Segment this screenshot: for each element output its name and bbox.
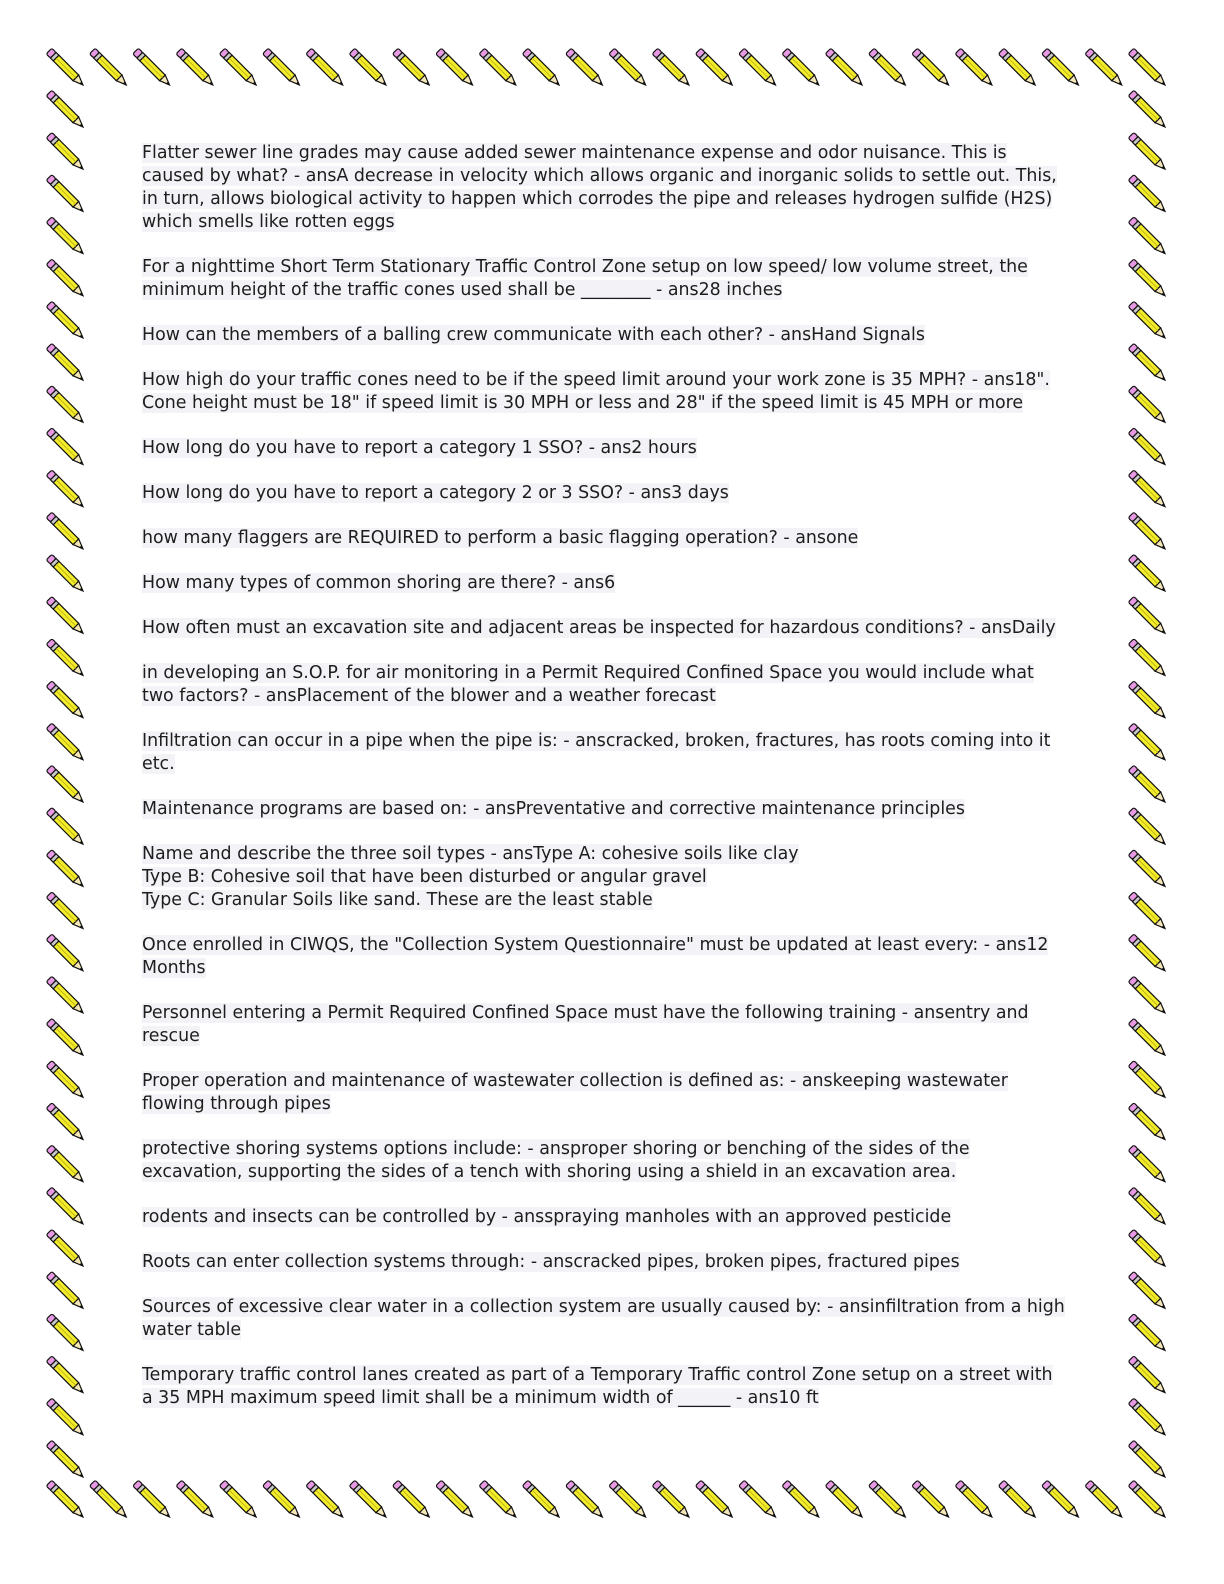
pencil-icon	[1128, 850, 1168, 890]
pencil-icon	[46, 470, 86, 510]
pencil-icon	[912, 48, 952, 88]
qa-line: How can the members of a balling crew communicate with each other? - ansHand Signals	[142, 325, 925, 345]
qa-line: Maintenance programs are based on: - ansPreventative and corrective maintenance principles	[142, 799, 965, 819]
pencil-icon	[46, 681, 86, 721]
pencil-icon	[1128, 48, 1168, 88]
qa-line: Name and describe the three soil types - ansType A: cohesive soils like clay	[142, 844, 799, 864]
pencil-icon	[219, 48, 259, 88]
qa-line: minimum height of the traffic cones used shall be ________ - ans28 inches	[142, 280, 783, 300]
pencil-icon	[609, 48, 649, 88]
pencil-icon	[522, 1480, 562, 1520]
pencil-icon	[46, 892, 86, 932]
pencil-icon	[739, 48, 779, 88]
qa-item	[142, 572, 1082, 595]
qa-item	[142, 730, 1082, 776]
qa-line: Roots can enter collection systems through: - anscracked pipes, broken pipes, fractured pipes	[142, 1252, 960, 1272]
pencil-icon	[1128, 554, 1168, 594]
pencil-icon	[46, 1018, 86, 1058]
pencil-icon	[955, 1480, 995, 1520]
pencil-icon	[912, 1480, 952, 1520]
pencil-icon	[1128, 259, 1168, 299]
pencil-icon	[46, 1440, 86, 1480]
qa-line: Once enrolled in CIWQS, the "Collection System Questionnaire" must be updated at least every: - ans12	[142, 935, 1049, 955]
pencil-icon	[392, 1480, 432, 1520]
qa-line: excavation, supporting the sides of a tench with shoring using a shield in an excavation area.	[142, 1162, 957, 1182]
pencil-icon	[1128, 132, 1168, 172]
pencil-icon	[479, 48, 519, 88]
pencil-icon	[1128, 1480, 1168, 1520]
pencil-icon	[349, 48, 389, 88]
pencil-icon	[46, 1103, 86, 1143]
pencil-icon	[652, 48, 692, 88]
qa-item	[142, 1070, 1082, 1116]
pencil-icon	[46, 850, 86, 890]
pencil-icon	[1042, 1480, 1082, 1520]
qa-item	[142, 798, 1082, 821]
pencil-icon	[1042, 48, 1082, 88]
pencil-icon	[869, 48, 909, 88]
qa-item	[142, 142, 1082, 234]
pencil-icon	[609, 1480, 649, 1520]
pencil-icon	[695, 1480, 735, 1520]
pencil-icon	[1128, 1440, 1168, 1480]
pencil-icon	[263, 48, 303, 88]
qa-line: For a nighttime Short Term Stationary Traffic Control Zone setup on low speed/ low volume street, the	[142, 257, 1028, 277]
pencil-icon	[1128, 428, 1168, 468]
pencil-icon	[46, 175, 86, 215]
pencil-icon	[219, 1480, 259, 1520]
pencil-icon	[782, 1480, 822, 1520]
pencil-icon	[1128, 934, 1168, 974]
pencil-icon	[522, 48, 562, 88]
pencil-icon	[1085, 1480, 1125, 1520]
pencil-icon	[46, 90, 86, 130]
pencil-icon	[46, 639, 86, 679]
pencil-icon	[46, 1229, 86, 1269]
qa-line: Type B: Cohesive soil that have been disturbed or angular gravel	[142, 867, 707, 887]
pencil-icon	[46, 1314, 86, 1354]
pencil-icon	[869, 1480, 909, 1520]
pencil-icon	[46, 1398, 86, 1438]
pencil-icon	[695, 48, 735, 88]
pencil-icon	[46, 1356, 86, 1396]
pencil-icon	[1128, 1018, 1168, 1058]
pencil-icon	[46, 1145, 86, 1185]
qa-line: which smells like rotten eggs	[142, 212, 395, 232]
pencil-icon	[46, 132, 86, 172]
pencil-icon	[1128, 596, 1168, 636]
pencil-icon	[1128, 1356, 1168, 1396]
qa-line: in developing an S.O.P. for air monitoring in a Permit Required Confined Space you would include what	[142, 663, 1034, 683]
qa-line: Cone height must be 18" if speed limit is 30 MPH or less and 28" if the speed limit is 45 MPH or more	[142, 393, 1024, 413]
pencil-icon	[46, 301, 86, 341]
qa-line: How many types of common shoring are there? - ans6	[142, 573, 616, 593]
pencil-icon	[1128, 343, 1168, 383]
pencil-icon	[1128, 301, 1168, 341]
pencil-icon	[1128, 1229, 1168, 1269]
qa-list	[142, 142, 1082, 1432]
qa-item	[142, 662, 1082, 708]
pencil-icon	[263, 1480, 303, 1520]
qa-item	[142, 256, 1082, 302]
qa-line: How often must an excavation site and adjacent areas be inspected for hazardous conditions? - ansDaily	[142, 618, 1056, 638]
qa-item	[142, 437, 1082, 460]
pencil-icon	[479, 1480, 519, 1520]
qa-item	[142, 1296, 1082, 1342]
pencil-icon	[46, 1480, 86, 1520]
pencil-icon	[998, 48, 1038, 88]
qa-line: etc.	[142, 754, 175, 774]
pencil-icon	[1128, 1271, 1168, 1311]
qa-line: a 35 MPH maximum speed limit shall be a minimum width of ______ - ans10 ft	[142, 1388, 819, 1408]
pencil-icon	[46, 48, 86, 88]
pencil-icon	[782, 48, 822, 88]
qa-line: Infiltration can occur in a pipe when the pipe is: - anscracked, broken, fractures, has roots coming into it	[142, 731, 1051, 751]
pencil-icon	[46, 976, 86, 1016]
pencil-icon	[176, 48, 216, 88]
pencil-icon	[46, 934, 86, 974]
pencil-icon	[46, 343, 86, 383]
qa-item	[142, 1251, 1082, 1274]
pencil-icon	[46, 428, 86, 468]
qa-item	[142, 1138, 1082, 1184]
pencil-icon	[1128, 807, 1168, 847]
pencil-icon	[133, 1480, 173, 1520]
pencil-icon	[739, 1480, 779, 1520]
pencil-icon	[1128, 681, 1168, 721]
pencil-icon	[1128, 1398, 1168, 1438]
qa-line: Temporary traffic control lanes created as part of a Temporary Traffic control Zone setup on a street with	[142, 1365, 1053, 1385]
qa-line: protective shoring systems options include: - ansproper shoring or benching of the sides of the	[142, 1139, 970, 1159]
pencil-icon	[176, 1480, 216, 1520]
qa-item	[142, 369, 1082, 415]
qa-item	[142, 934, 1082, 980]
pencil-icon	[1128, 386, 1168, 426]
pencil-icon	[1128, 217, 1168, 257]
pencil-icon	[998, 1480, 1038, 1520]
pencil-icon	[1128, 512, 1168, 552]
pencil-icon	[1128, 723, 1168, 763]
qa-line: Months	[142, 958, 206, 978]
qa-line: How long do you have to report a category 2 or 3 SSO? - ans3 days	[142, 483, 729, 503]
pencil-icon	[46, 1187, 86, 1227]
pencil-icon	[46, 259, 86, 299]
pencil-icon	[89, 48, 129, 88]
pencil-icon	[46, 217, 86, 257]
pencil-icon	[566, 1480, 606, 1520]
pencil-icon	[1128, 90, 1168, 130]
qa-line: caused by what? - ansA decrease in velocity which allows organic and inorganic solids to settle out. This,	[142, 166, 1057, 186]
qa-item	[142, 1206, 1082, 1229]
pencil-icon	[46, 807, 86, 847]
qa-line: rodents and insects can be controlled by - ansspraying manholes with an approved pesticide	[142, 1207, 952, 1227]
qa-line: how many flaggers are REQUIRED to perform a basic flagging operation? - ansone	[142, 528, 859, 548]
pencil-icon	[1128, 765, 1168, 805]
pencil-icon	[1128, 175, 1168, 215]
pencil-icon	[1128, 1187, 1168, 1227]
pencil-icon	[46, 765, 86, 805]
qa-line: Proper operation and maintenance of wastewater collection is defined as: - anskeeping wastewater	[142, 1071, 1008, 1091]
pencil-icon	[1128, 892, 1168, 932]
qa-line: Flatter sewer line grades may cause added sewer maintenance expense and odor nuisance. This is	[142, 143, 1007, 163]
qa-item	[142, 1002, 1082, 1048]
pencil-icon	[133, 48, 173, 88]
qa-line: rescue	[142, 1026, 200, 1046]
qa-item	[142, 482, 1082, 505]
qa-item	[142, 617, 1082, 640]
pencil-icon	[306, 48, 346, 88]
pencil-icon	[46, 512, 86, 552]
qa-line: Type C: Granular Soils like sand. These are the least stable	[142, 890, 653, 910]
pencil-icon	[436, 48, 476, 88]
qa-line: flowing through pipes	[142, 1094, 331, 1114]
qa-item	[142, 1364, 1082, 1410]
pencil-icon	[89, 1480, 129, 1520]
pencil-icon	[46, 1061, 86, 1101]
pencil-icon	[1128, 1314, 1168, 1354]
qa-line: in turn, allows biological activity to happen which corrodes the pipe and releases hydrogen sulfide (H2S)	[142, 189, 1053, 209]
pencil-icon	[306, 1480, 346, 1520]
pencil-icon	[46, 554, 86, 594]
qa-line: two factors? - ansPlacement of the blower and a weather forecast	[142, 686, 716, 706]
pencil-icon	[652, 1480, 692, 1520]
qa-line: Sources of excessive clear water in a collection system are usually caused by: - ansinfiltration from a high	[142, 1297, 1065, 1317]
pencil-icon	[46, 386, 86, 426]
pencil-icon	[1128, 1145, 1168, 1185]
qa-item	[142, 324, 1082, 347]
pencil-icon	[46, 1271, 86, 1311]
pencil-icon	[1085, 48, 1125, 88]
pencil-icon	[1128, 976, 1168, 1016]
pencil-icon	[566, 48, 606, 88]
qa-line: How long do you have to report a category 1 SSO? - ans2 hours	[142, 438, 697, 458]
qa-item	[142, 843, 1082, 912]
pencil-icon	[955, 48, 995, 88]
pencil-icon	[825, 48, 865, 88]
pencil-icon	[1128, 470, 1168, 510]
pencil-icon	[349, 1480, 389, 1520]
qa-line: How high do your traffic cones need to be if the speed limit around your work zone is 35 MPH? - ans18".	[142, 370, 1050, 390]
qa-line: Personnel entering a Permit Required Confined Space must have the following training - ansentry and	[142, 1003, 1029, 1023]
pencil-icon	[1128, 1103, 1168, 1143]
qa-item	[142, 527, 1082, 550]
pencil-icon	[1128, 1061, 1168, 1101]
pencil-icon	[1128, 639, 1168, 679]
pencil-icon	[392, 48, 432, 88]
pencil-icon	[46, 596, 86, 636]
pencil-icon	[825, 1480, 865, 1520]
pencil-icon	[436, 1480, 476, 1520]
pencil-icon	[46, 723, 86, 763]
qa-line: water table	[142, 1320, 242, 1340]
